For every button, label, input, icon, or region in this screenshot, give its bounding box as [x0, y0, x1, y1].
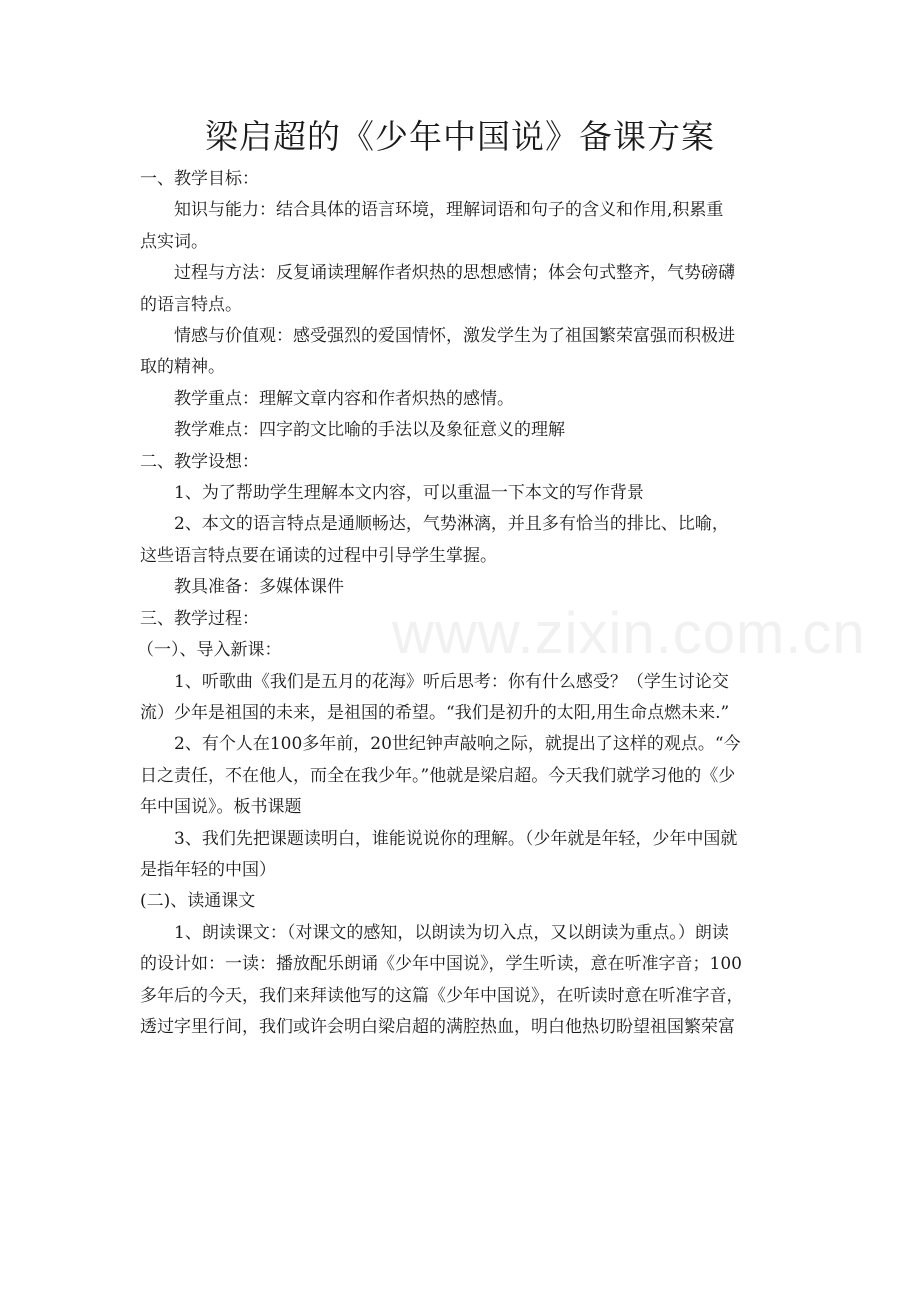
watermark-text: www.zixin.com.cn [392, 601, 866, 666]
paragraph-line: 点实词。 [140, 231, 208, 252]
document-body [137, 164, 782, 1043]
document-title: 梁启超的《少年中国说》备课方案 [205, 117, 715, 156]
section-heading-process: 三、教学过程： [140, 608, 259, 629]
paragraph-line: 1、听歌曲《我们是五月的花海》听后思考：你有什么感受？（学生讨论交 [174, 671, 729, 692]
paragraph-line: 教具准备：多媒体课件 [174, 577, 344, 598]
subsection-heading-intro: （一）、导入新课： [137, 640, 282, 661]
paragraph-line: 多年后的今天，我们来拜读他写的这篇《少年中国说》，在听读时意在听准字音， [140, 985, 744, 1006]
paragraph-line: 2、本文的语言特点是通顺畅达，气势淋漓，并且多有恰当的排比、比喻， [174, 514, 729, 535]
paragraph-line: 2、有个人在100多年前，20世纪钟声敲响之际，就提出了这样的观点。“今 [174, 734, 741, 755]
paragraph-line: 教学难点：四字韵文比喻的手法以及象征意义的理解 [174, 420, 565, 441]
paragraph-line: 知识与能力：结合具体的语言环境，理解词语和句子的含义和作用,积累重 [174, 200, 724, 221]
section-heading-objectives: 一、教学目标： [140, 169, 259, 189]
paragraph-line: 是指年轻的中国） [140, 859, 276, 880]
paragraph-line: 这些语言特点要在诵读的过程中引导学生掌握。 [140, 545, 497, 566]
paragraph-line: 情感与价值观：感受强烈的爱国情怀，激发学生为了祖国繁荣富强而积极进 [174, 326, 735, 347]
section-heading-design: 二、教学设想： [140, 451, 259, 472]
paragraph-line: 取的精神。 [140, 357, 225, 378]
paragraph-line: 过程与方法：反复诵读理解作者炽热的思想感情；体会句式整齐，气势磅礴 [174, 263, 735, 284]
paragraph-line: 1、朗读课文：（对课文的感知，以朗读为切入点，又以朗读为重点。）朗读 [174, 922, 729, 943]
paragraph-line: 的设计如：一读：播放配乐朗诵《少年中国说》，学生听读，意在听准字音；100 [140, 954, 742, 975]
paragraph-line: 流）少年是祖国的未来，是祖国的希望。“我们是初升的太阳,用生命点燃未来.” [140, 702, 730, 723]
paragraph-line: 透过字里行间，我们或许会明白梁启超的满腔热血，明白他热切盼望祖国繁荣富 [140, 1016, 735, 1037]
paragraph-line: 日之责任，不在他人，而全在我少年。”他就是梁启超。今天我们就学习他的《少 [140, 765, 736, 786]
subsection-heading-reading: (二)、读通课文 [140, 891, 256, 912]
paragraph-line: 1、为了帮助学生理解本文内容，可以重温一下本文的写作背景 [174, 483, 644, 504]
paragraph-line: 年中国说》。板书课题 [140, 797, 302, 818]
paragraph-line: 3、我们先把课题读明白，谁能说说你的理解。（少年就是年轻，少年中国就 [174, 828, 738, 849]
paragraph-line: 的语言特点。 [140, 294, 242, 315]
paragraph-line: 教学重点：理解文章内容和作者炽热的感情。 [174, 388, 514, 409]
